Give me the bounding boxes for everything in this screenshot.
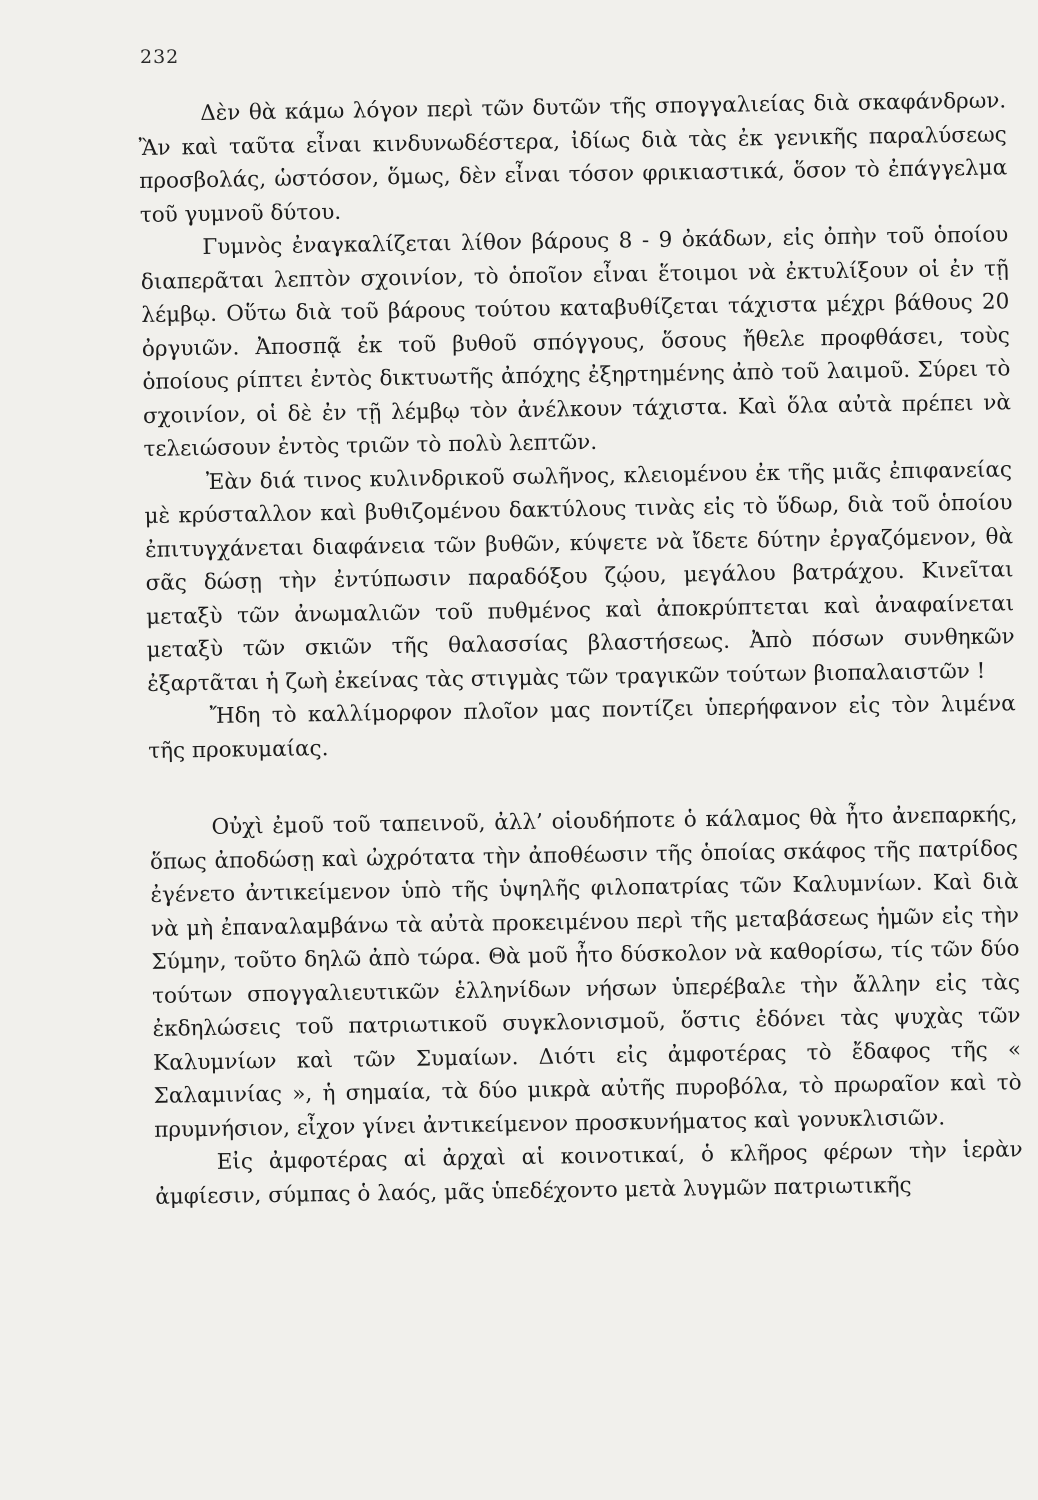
paragraph-glass-tube: Ἐὰν διά τινος κυλινδρικοῦ σωλῆνος, κλειομένου ἐκ τῆς μιᾶς ἐπιφανείας μὲ κρύσταλλον καὶ βυθιζομένου δακτύλους τινὰς εἰς τὸ ὕδωρ, διὰ τοῦ ὁποίου ἐπιτυγχάνεται διαφάνεια τῶν βυθῶν, κύψετε νὰ ἴδετε δύτην ἐργαζόμενον, θὰ σᾶς δώσῃ τὴν ἐντύπωσιν παραδόξου ζῴου, μεγάλου βατράχου. Κινεῖται μεταξὺ τῶν ἀνωμαλιῶν τοῦ πυθμένος καὶ ἀποκρύπτεται καὶ ἀναφαίνεται μεταξὺ τῶν σκιῶν τῆς θαλασσίας βλαστήσεως. Ἀπὸ πόσων συνθηκῶν ἐξαρτᾶται ἡ ζωὴ ἐκείνας τὰς στιγμὰς τῶν τραγικῶν τούτων βιοπαλαιστῶν ! xyxy=(144,456,1015,697)
paragraph-harbor-arrival: Ἤδη τὸ καλλίμορφον πλοῖον μας ποντίζει ὑπερήφανον εἰς τὸν λιμένα τῆς προκυμαίας. xyxy=(148,691,1016,764)
paragraph-celebration: Οὐχὶ ἐμοῦ τοῦ ταπεινοῦ, ἀλλ’ οἱουδήποτε ὁ κάλαμος θὰ ἦτο ἀνεπαρκής, ὅπως ἀποδώσῃ καὶ ὠχρότατα τὴν ἀποθέωσιν τῆς ὁποίας σκάφος τῆς πατρίδος ἐγένετο ἀντικείμενον ὑπὸ τῆς ὑψηλῆς φιλοπατρίας τῶν Καλυμνίων. Καὶ διὰ νὰ μὴ ἐπαναλαμβάνω τὰ αὐτὰ προκειμένου περὶ τῆς μεταβάσεως ἡμῶν εἰς τὴν Σύμην, τοῦτο δηλῶ ἀπὸ τώρα. Θὰ μοῦ ἦτο δύσκολον νὰ καθορίσω, τίς τῶν δύο τούτων σπογγαλιευτικῶν ἑλληνίδων νήσων ὑπερέβαλε τὴν ἄλλην εἰς τὰς ἐκδηλώσεις τοῦ πατριωτικοῦ συγκλονισμοῦ, ὅστις ἐδόνει τὰς ψυχὰς τῶν Καλυμνίων καὶ τῶν Συμαίων. Διότι εἰς ἀμφοτέρας τὸ ἔδαφος τῆς « Σαλαμινίας », ἡ σημαία, τὰ δύο μικρὰ αὐτῆς πυροβόλα, τὸ πρωραῖον καὶ τὸ πρυμνήσιον, εἶχον γίνει ἀντικείμενον προσκυνήματος καὶ γονυκλισιῶν. xyxy=(149,802,1022,1143)
page-number: 232 xyxy=(140,46,180,68)
paragraph-reception: Εἰς ἀμφοτέρας αἱ ἀρχαὶ αἱ κοινοτικαί, ὁ κλῆρος φέρων τὴν ἱερὰν ἀμφίεσιν, σύμπας ὁ λαός, μᾶς ὑπεδέχοντο μετὰ λυγμῶν πατριωτικῆς xyxy=(155,1137,1023,1210)
paragraph-naked-diver: Γυμνὸς ἐναγκαλίζεται λίθον βάρους 8 - 9 ὀκάδων, εἰς ὀπὴν τοῦ ὁποίου διαπερᾶται λεπτὸν σχοινίον, τὸ ὁποῖον εἶναι ἕτοιμοι νὰ ἐκτυλίξουν οἱ ἐν τῇ λέμβῳ. Οὕτω διὰ τοῦ βάρους τούτου καταβυθίζεται τάχιστα μέχρι βάθους 20 ὀργυιῶν. Ἀποσπᾷ ἐκ τοῦ βυθοῦ σπόγγους, ὅσους ἤθελε προφθάσει, τοὺς ὁποίους ρίπτει ἐντὸς δικτυωτῆς ἀπόχης ἐξηρτημένης ἀπὸ τοῦ λαιμοῦ. Σύρει τὸ σχοινίον, οἱ δὲ ἐν τῇ λέμβῳ τὸν ἀνέλκουν τάχιστα. Καὶ ὅλα αὐτὰ πρέπει νὰ τελειώσουν ἐντὸς τριῶν τὸ πολὺ λεπτῶν. xyxy=(140,222,1012,462)
body-text xyxy=(138,84,1023,1213)
paragraph-divers: Δὲν θὰ κάμω λόγον περὶ τῶν δυτῶν τῆς σπογγαλιείας διὰ σκαφάνδρων. Ἂν καὶ ταῦτα εἶναι κινδυνωδέστερα, ἰδίως διὰ τὰς ἐκ γενικῆς παραλύσεως προσβολάς, ὡστόσον, ὅμως, δὲν εἶναι τόσον φρικιαστικά, ὅσον τὸ ἐπάγγελμα τοῦ γυμνοῦ δύτου. xyxy=(138,88,1008,228)
